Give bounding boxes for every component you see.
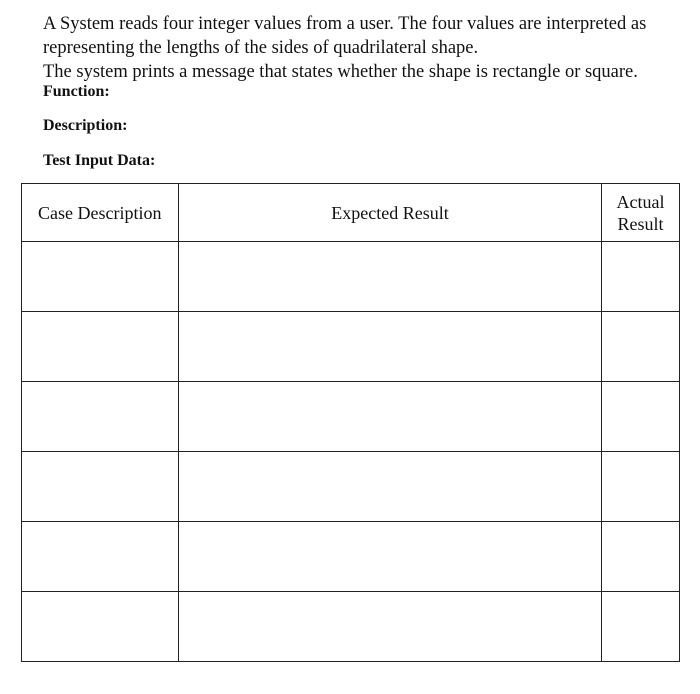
case-description-cell[interactable] [22,312,179,382]
expected-result-cell[interactable] [179,592,602,662]
header-expected-result: Expected Result [179,184,602,242]
expected-result-cell[interactable] [179,382,602,452]
expected-result-cell[interactable] [179,522,602,592]
test-input-data-label: Test Input Data: [43,152,156,169]
table-row [22,522,680,592]
actual-result-cell[interactable] [602,242,680,312]
expected-result-cell[interactable] [179,312,602,382]
problem-statement [43,12,683,84]
actual-result-cell[interactable] [602,592,680,662]
actual-result-cell[interactable] [602,522,680,592]
case-description-cell[interactable] [22,242,179,312]
problem-statement-line-1: A System reads four integer values from a user. The four values are interpreted as representing the lengths of the sides of quadrilateral shape. [43,14,647,58]
actual-result-cell[interactable] [602,452,680,522]
test-case-table [21,183,680,662]
case-description-cell[interactable] [22,382,179,452]
expected-result-cell[interactable] [179,452,602,522]
table-row [22,382,680,452]
actual-result-cell[interactable] [602,382,680,452]
header-actual-result: Actual Result [602,184,680,242]
function-label: Function: [43,83,110,100]
case-description-cell[interactable] [22,592,179,662]
case-description-cell[interactable] [22,522,179,592]
table-row [22,312,680,382]
table-row [22,592,680,662]
problem-statement-line-2: The system prints a message that states whether the shape is rectangle or square. [43,62,638,82]
case-description-cell[interactable] [22,452,179,522]
expected-result-cell[interactable] [179,242,602,312]
table-row [22,242,680,312]
description-label: Description: [43,117,128,134]
table-header-row [22,184,680,242]
actual-result-cell[interactable] [602,312,680,382]
table-row [22,452,680,522]
header-case-description: Case Description [22,184,179,242]
